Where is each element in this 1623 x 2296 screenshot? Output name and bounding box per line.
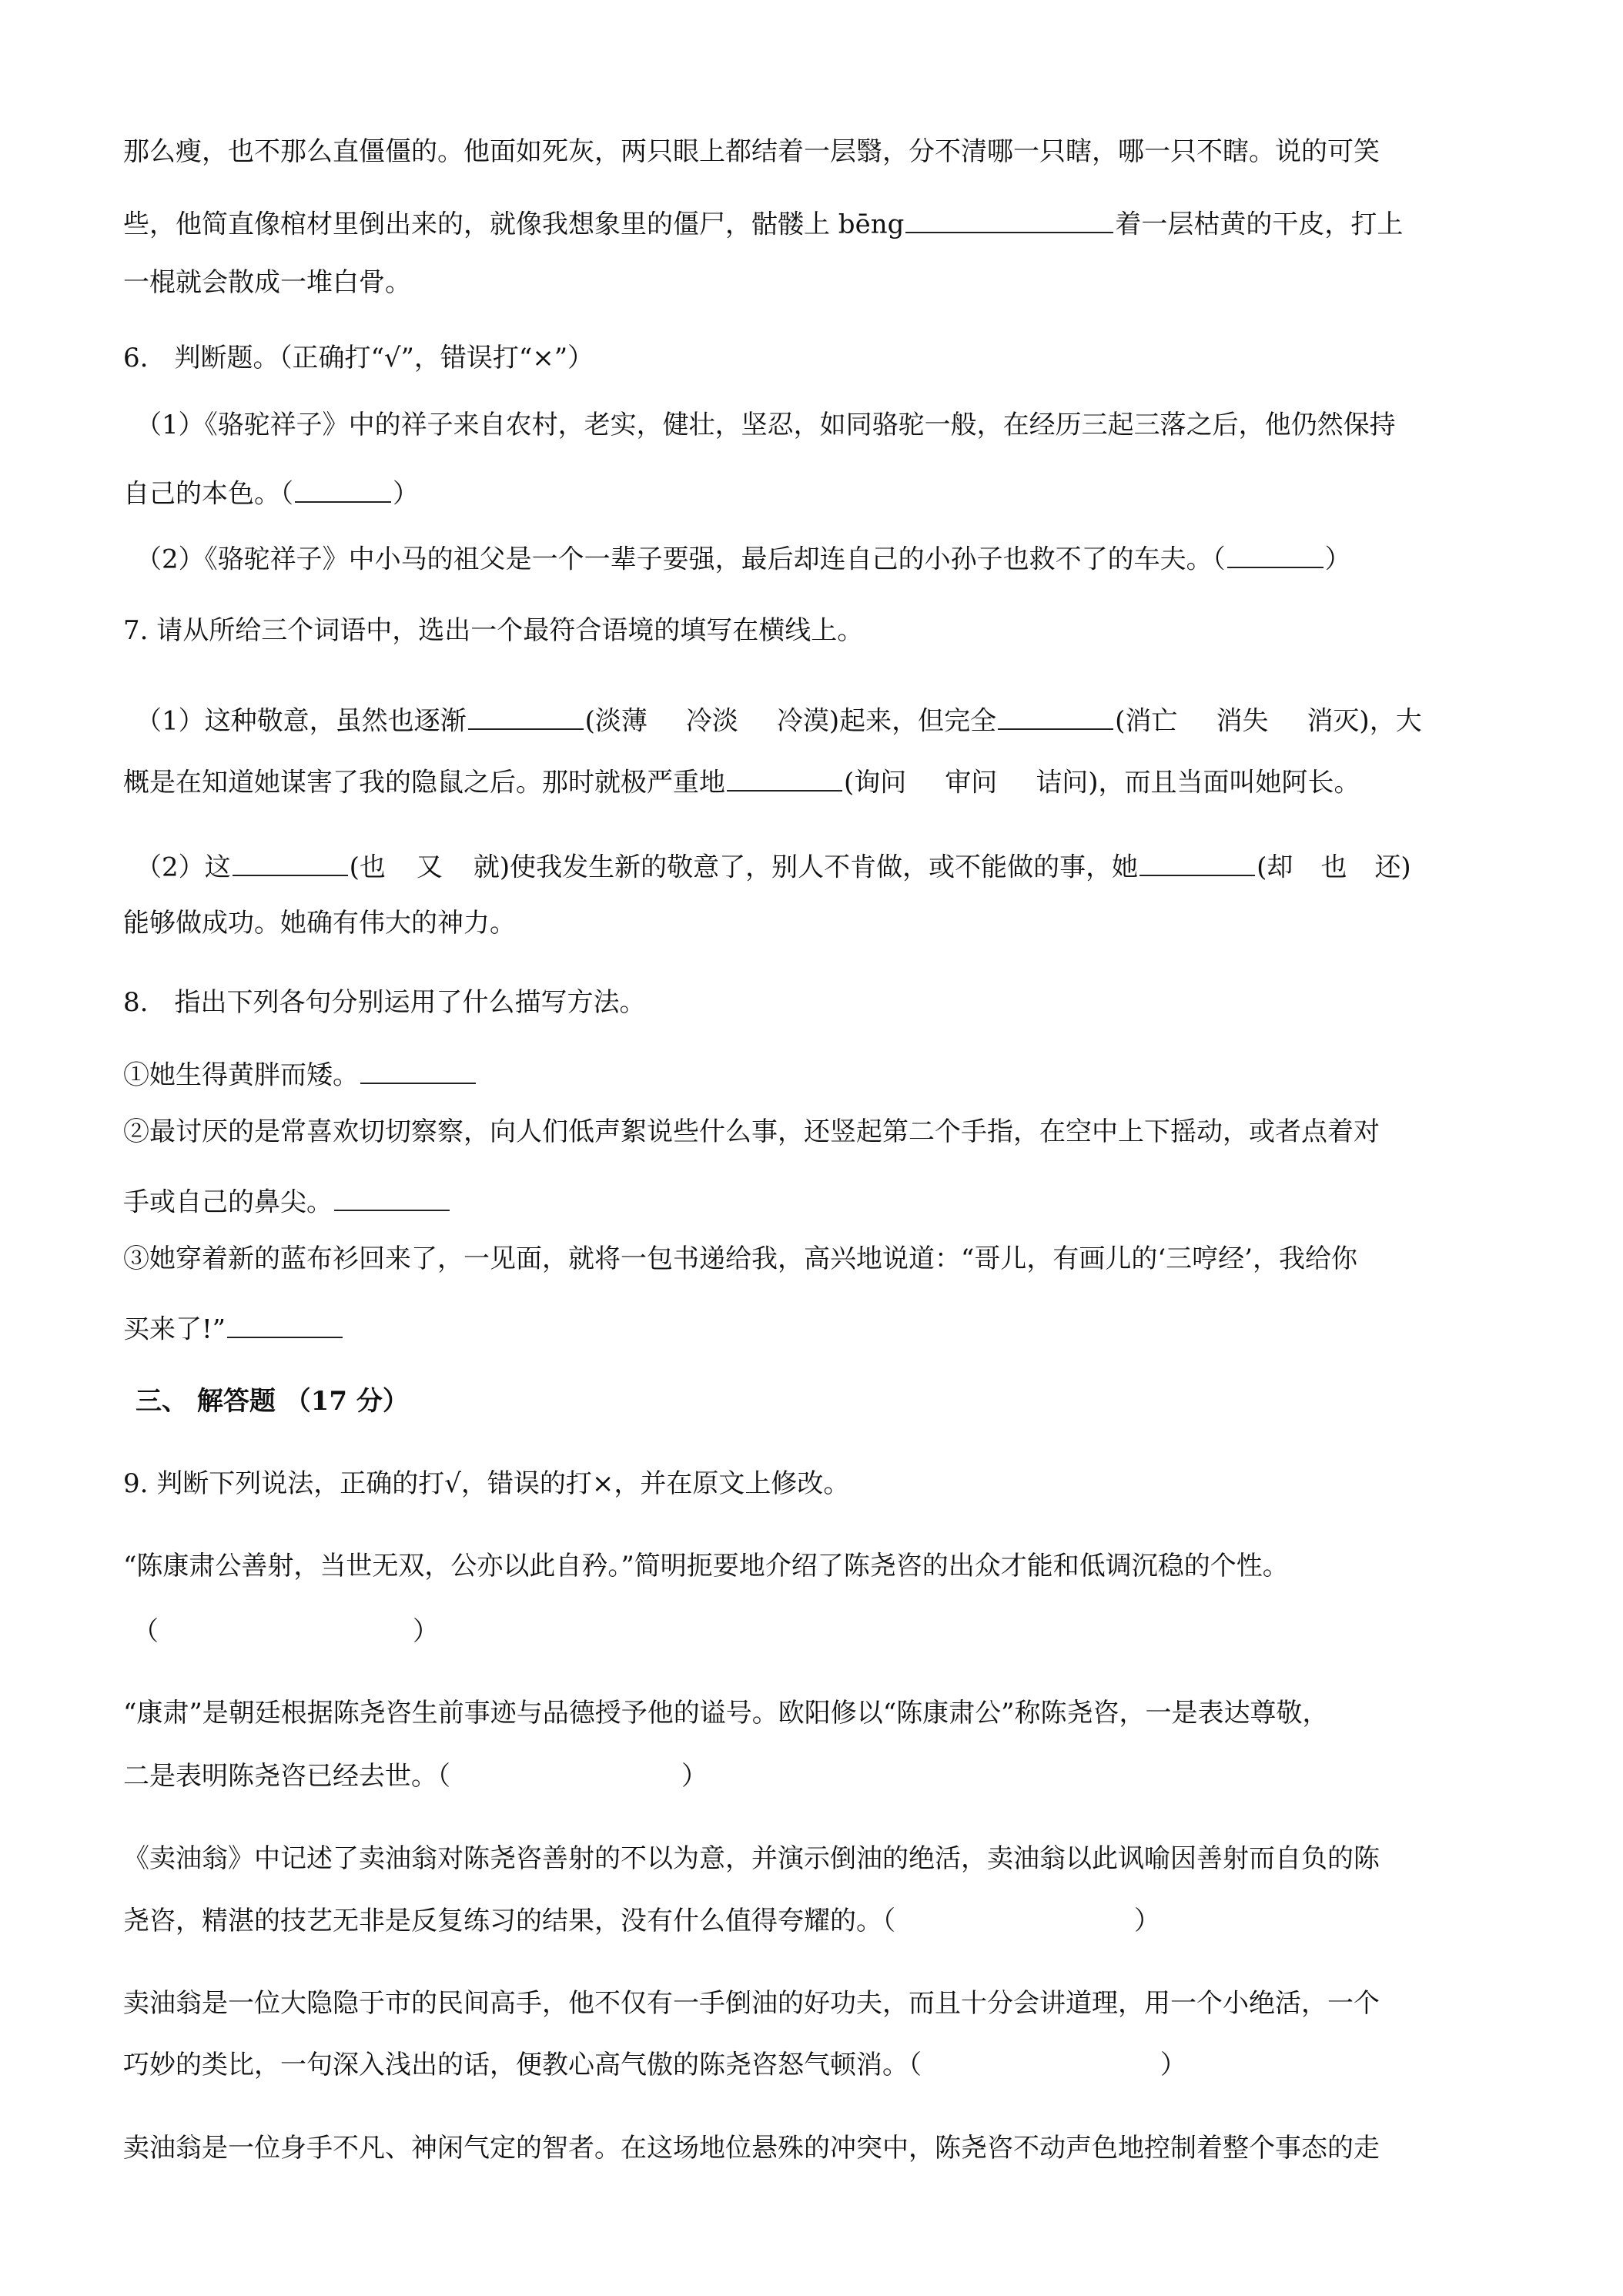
word-option: 冷漠)起来，但完全 xyxy=(776,705,997,737)
q8-sentence-2-line-1: ②最讨厌的是常喜欢切切察察，向人们低声絮说些什么事，还竖起第二个手指，在空中上下摇动，或者点着对 xyxy=(123,1116,1380,1147)
answer-blank[interactable] xyxy=(233,847,348,876)
close-paren: ） xyxy=(413,1616,439,1647)
q9-statement-3-line-1: 《卖油翁》中记述了卖油翁对陈尧咨善射的不以为意，并演示倒油的绝活，卖油翁以此讽喻因善射而自负的陈 xyxy=(123,1843,1380,1874)
q7-text: （2）这 xyxy=(136,852,231,883)
q8-sentence-1 xyxy=(123,1055,477,1089)
q7-title: 7. 请从所给三个词语中，选出一个最符合语境的填写在横线上。 xyxy=(123,615,864,646)
q8-text: 买来了!” xyxy=(123,1314,226,1345)
q9-statement-5-line-1: 卖油翁是一位身手不凡、神闲气定的智者。在这场地位悬殊的冲突中，陈尧咨不动声色地控制着整个事态的走 xyxy=(123,2133,1380,2164)
q9-title: 9. 判断下列说法，正确的打√，错误的打×，并在原文上修改。 xyxy=(123,1468,850,1499)
q7-text: （1）这种敬意，虽然也逐渐 xyxy=(136,705,467,737)
answer-blank[interactable] xyxy=(334,1182,450,1211)
answer-blank[interactable] xyxy=(1139,847,1255,876)
word-option: (淡薄 xyxy=(584,705,648,737)
q9-statement-1: “陈康肃公善射，当世无双，公亦以此自矜。”简明扼要地介绍了陈尧咨的出众才能和低调沉稳的个性。 xyxy=(123,1551,1289,1581)
q9-statement-1-answer xyxy=(132,1618,439,1645)
answer-blank[interactable] xyxy=(727,762,842,792)
q8-sentence-3-line-1: ③她穿着新的蓝布衫回来了，一见面，就将一包书递给我，高兴地说道：“哥儿，有画儿的‘三哼经’，我给你 xyxy=(123,1243,1357,1274)
word-option: (也 xyxy=(349,852,386,883)
q8-text: 手或自己的鼻尖。 xyxy=(123,1186,333,1218)
word-option: 还) xyxy=(1374,852,1411,883)
word-option: 审问 xyxy=(945,767,998,798)
answer-blank[interactable] xyxy=(1227,539,1323,568)
answer-blank[interactable] xyxy=(998,701,1113,730)
q9-text: 巧妙的类比，一句深入浅出的话，便教心高气傲的陈尧咨怒气顿消。（ xyxy=(123,2050,922,2080)
word-option: 消灭)，大 xyxy=(1307,705,1422,737)
q6-item-2 xyxy=(136,539,1351,573)
q9-statement-2-line-2 xyxy=(123,1761,708,1792)
q9-text: 尧咨，精湛的技艺无非是反复练习的结果，没有什么值得夸耀的。（ xyxy=(123,1906,895,1936)
q8-text: ①她生得黄胖而矮。 xyxy=(123,1059,359,1091)
q8-sentence-3-line-2 xyxy=(123,1309,344,1343)
close-paren: ） xyxy=(1160,2050,1186,2080)
q6-item-1-line-2 xyxy=(123,474,419,510)
word-option: 就)使我发生新的敬意了，别人不肯做，或不能做的事，她 xyxy=(473,852,1139,883)
q9-statement-3-line-2 xyxy=(123,1908,1160,1934)
q7-text: 概是在知道她谋害了我的隐鼠之后。那时就极严重地 xyxy=(123,767,725,798)
word-option: 诘问)，而且当面叫她阿长。 xyxy=(1036,767,1360,798)
para-line-3: 一棍就会散成一堆白骨。 xyxy=(123,267,411,298)
answer-blank[interactable] xyxy=(905,204,1113,233)
word-option: (却 xyxy=(1257,852,1293,883)
para-line-2-text-b: 着一层枯黄的干皮，打上 xyxy=(1115,209,1404,240)
close-paren: ） xyxy=(681,1761,708,1792)
q6-item-1-text: 自己的本色。（ xyxy=(123,478,293,510)
close-paren: ） xyxy=(393,478,419,510)
q8-sentence-2-line-2 xyxy=(123,1182,451,1216)
q6-item-2-text: （2）《骆驼祥子》中小马的祖父是一个一辈子要强，最后却连自己的小孙子也救不了的车夫。（ xyxy=(136,544,1226,575)
answer-blank[interactable] xyxy=(360,1055,476,1084)
word-option: 消失 xyxy=(1216,705,1269,737)
word-option: (消亡 xyxy=(1115,705,1178,737)
para-line-2-text-a: 些，他简直像棺材里倒出来的，就像我想象里的僵尸，骷髅上 bēng xyxy=(123,209,905,240)
para-line-1: 那么瘦，也不那么直僵僵的。他面如死灰，两只眼上都结着一层翳，分不清哪一只瞎，哪一只不瞎。说的可笑 xyxy=(123,136,1380,167)
q7-item-2-line-1 xyxy=(136,847,1411,881)
word-option: 冷淡 xyxy=(685,705,738,737)
q9-statement-4-line-2 xyxy=(123,2052,1186,2078)
q8-title: 8. 指出下列各句分别运用了什么描写方法。 xyxy=(123,987,646,1018)
q7-item-2-line-2: 能够做成功。她确有伟大的神力。 xyxy=(123,908,516,939)
answer-blank[interactable] xyxy=(227,1309,343,1338)
para-line-2 xyxy=(123,204,1403,238)
open-paren: （ xyxy=(132,1616,159,1647)
q9-statement-4-line-1: 卖油翁是一位大隐隐于市的民间高手，他不仅有一手倒油的好功夫，而且十分会讲道理，用一个小绝活，一个 xyxy=(123,1988,1380,2019)
close-paren: ） xyxy=(1324,544,1351,575)
q9-text: 二是表明陈尧咨已经去世。（ xyxy=(123,1761,450,1792)
word-option: 又 xyxy=(416,852,443,883)
section-3-heading: 三、 解答题 （17 分） xyxy=(136,1386,409,1417)
answer-blank[interactable] xyxy=(295,474,391,503)
word-option: 也 xyxy=(1320,852,1347,883)
q6-title: 6. 判断题。（正确打“√”，错误打“×”） xyxy=(123,343,594,373)
q6-item-1-line-1: （1）《骆驼祥子》中的祥子来自农村，老实，健壮，坚忍，如同骆驼一般，在经历三起三落之后，他仍然保持 xyxy=(136,410,1396,440)
q7-item-1-line-1 xyxy=(136,701,1422,735)
q9-statement-2-line-1: “康肃”是朝廷根据陈尧咨生前事迹与品德授予他的谥号。欧阳修以“陈康肃公”称陈尧咨，一是表达尊敬， xyxy=(123,1698,1329,1729)
q7-item-1-line-2 xyxy=(123,762,1360,796)
close-paren: ） xyxy=(1134,1906,1160,1936)
answer-blank[interactable] xyxy=(468,701,584,730)
word-option: (询问 xyxy=(844,767,907,798)
